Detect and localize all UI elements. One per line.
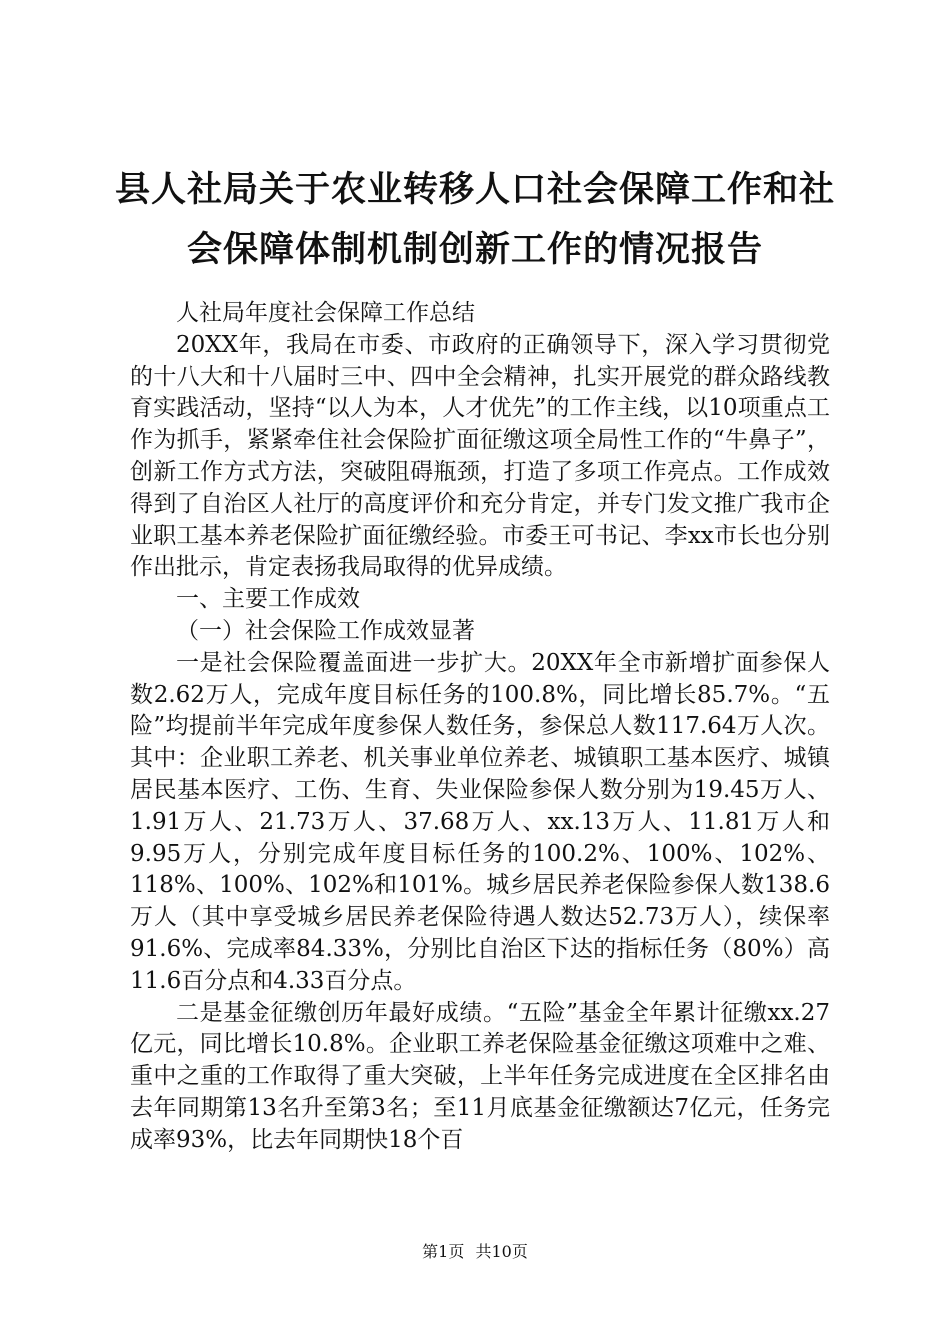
page-total: 共10页 bbox=[475, 1242, 528, 1261]
body-paragraph: 一是社会保险覆盖面进一步扩大。20XX年全市新增扩面参保人数2.62万人，完成年度目标任务的100.8%，同比增长85.7%。“五险”均提前半年完成年度参保人数任务，参保总人数117.64万人次。其中：企业职工养老、机关事业单位养老、城镇职工基本医疗、城镇居民基本医疗、工伤、生育、失业保险参保人数分别为19.45万人、1.91万人、21.73万人、37.68万人、xx.13万人、11.81万人和9.95万人，分别完成年度目标任务的100.2%、100%、102%、118%、100%、102%和101%。城乡居民养老保险参保人数138.6万人（其中享受城乡居民养老保险待遇人数达52.73万人），续保率91.6%、完成率84.33%，分别比自治区下达的指标任务（80%）高11.6百分点和4.33百分点。 bbox=[130, 649, 830, 994]
section-heading: 人社局年度社会保障工作总结 bbox=[176, 300, 475, 326]
document-title bbox=[110, 160, 840, 280]
body-paragraph: 二是基金征缴创历年最好成绩。“五险”基金全年累计征缴xx.27亿元，同比增长10.8%。企业职工养老保险基金征缴这项难中之难、重中之重的工作取得了重大突破，上半年任务完成进度在全区排名由去年同期第13名升至第3名；至11月底基金征缴额达7亿元，任务完成率93%，比去年同期快18个百 bbox=[130, 999, 830, 1153]
page-number: 第1页 bbox=[422, 1242, 465, 1261]
title-line-1: 县人社局关于农业转移人口社会保障工作和社 bbox=[114, 169, 835, 210]
title-line-2: 会保障体制机制创新工作的情况报告 bbox=[186, 229, 763, 270]
section-heading: 一、主要工作成效 bbox=[176, 586, 360, 613]
document-body bbox=[130, 298, 830, 1157]
body-paragraph: 20XX年，我局在市委、市政府的正确领导下，深入学习贯彻党的十八大和十八届时三中、四中全会精神，扎实开展党的群众路线教育实践活动，坚持“以人为本，人才优先”的工作主线，以10项重点工作为抓手，紧紧牵住社会保险扩面征缴这项全局性工作的“牛鼻子”，创新工作方式方法，突破阻碍瓶颈，打造了多项工作亮点。工作成效得到了自治区人社厅的高度评价和充分肯定，并专门发文推广我市企业职工基本养老保险扩面征缴经验。市委王可书记、李xx市长也分别作出批示，肯定表扬我局取得的优异成绩。 bbox=[130, 331, 830, 581]
page-footer bbox=[0, 1242, 950, 1262]
subsection-heading: （一）社会保险工作成效显著 bbox=[176, 617, 475, 644]
